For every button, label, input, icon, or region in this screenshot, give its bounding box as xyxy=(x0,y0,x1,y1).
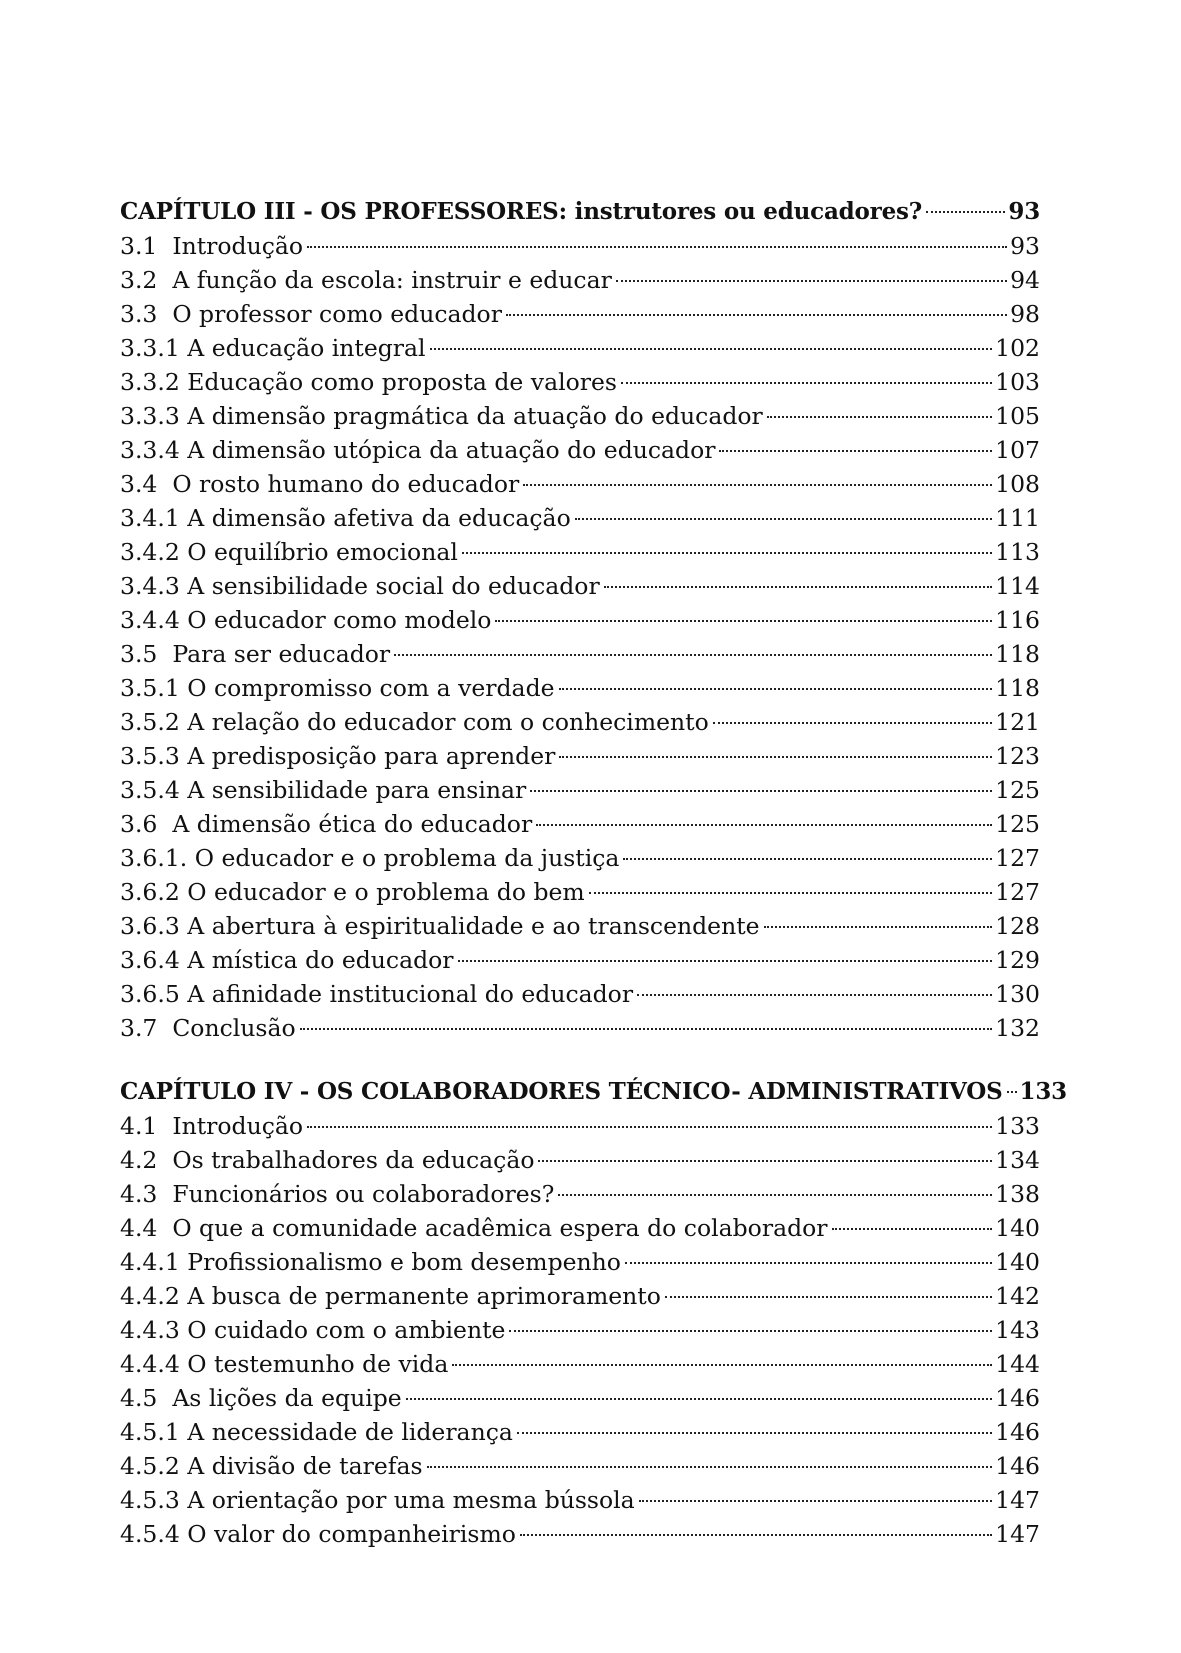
toc-entry[interactable] xyxy=(120,433,1040,467)
chapter-heading[interactable] xyxy=(120,1075,1067,1109)
page-number: 125 xyxy=(995,776,1040,804)
toc-entry[interactable] xyxy=(120,1517,1040,1551)
page-number: 146 xyxy=(995,1452,1040,1480)
dot-leader xyxy=(520,1534,992,1536)
page-number: 128 xyxy=(995,912,1040,940)
toc-entry-title: 3.7 Conclusão xyxy=(120,1014,296,1042)
dot-leader xyxy=(300,1028,993,1030)
dot-leader xyxy=(764,926,993,928)
toc-entry[interactable] xyxy=(120,501,1040,535)
page-number: 130 xyxy=(995,980,1040,1008)
toc-entry[interactable] xyxy=(120,909,1040,943)
toc-entry[interactable] xyxy=(120,1011,1040,1045)
dot-leader xyxy=(637,994,992,996)
page-number: 142 xyxy=(995,1282,1040,1310)
toc-entry[interactable] xyxy=(120,637,1040,671)
page-number: 146 xyxy=(995,1418,1040,1446)
toc-entry-title: 3.1 Introdução xyxy=(120,232,304,260)
toc-entry[interactable] xyxy=(120,1381,1040,1415)
page-number: 138 xyxy=(995,1180,1040,1208)
page-number: 113 xyxy=(995,538,1040,566)
toc-entry[interactable] xyxy=(120,229,1040,263)
toc-entry-title: 3.6.4 A mística do educador xyxy=(120,946,454,974)
page-number: 105 xyxy=(995,402,1040,430)
toc-entry-title: 4.5.3 A orientação por uma mesma bússola xyxy=(120,1486,635,1514)
dot-leader xyxy=(430,348,993,350)
page-number: 111 xyxy=(995,504,1040,532)
toc-entry-title: 3.5 Para ser educador xyxy=(120,640,391,668)
toc-entry[interactable] xyxy=(120,1143,1040,1177)
page-number: 146 xyxy=(995,1384,1040,1412)
page-number: 147 xyxy=(995,1520,1040,1548)
dot-leader xyxy=(523,484,992,486)
chapter-heading[interactable] xyxy=(120,195,1040,229)
chapter-title: CAPÍTULO III - OS PROFESSORES: instrutores ou educadores? xyxy=(120,198,923,225)
page-number: 123 xyxy=(995,742,1040,770)
dot-leader xyxy=(458,960,993,962)
page-number: 133 xyxy=(995,1112,1040,1140)
toc-entry-title: 3.4.1 A dimensão afetiva da educação xyxy=(120,504,571,532)
page-number: 107 xyxy=(995,436,1040,464)
toc-entry-title: 4.5.2 A divisão de tarefas xyxy=(120,1452,423,1480)
toc-entry[interactable] xyxy=(120,773,1040,807)
toc-entry[interactable] xyxy=(120,331,1040,365)
dot-leader xyxy=(427,1466,993,1468)
dot-leader xyxy=(307,246,1007,248)
page-number: 127 xyxy=(995,844,1040,872)
toc-entry-title: 3.4.3 A sensibilidade social do educador xyxy=(120,572,600,600)
chapter-title: CAPÍTULO IV - OS COLABORADORES TÉCNICO- ADMINISTRATIVOS xyxy=(120,1078,1003,1105)
toc-entry[interactable] xyxy=(120,977,1040,1011)
toc-entry[interactable] xyxy=(120,705,1040,739)
toc-entry-title: 3.6.5 A afinidade institucional do educador xyxy=(120,980,634,1008)
toc-entry-title: 3.3 O professor como educador xyxy=(120,300,502,328)
page-number: 140 xyxy=(995,1248,1040,1276)
dot-leader xyxy=(719,450,992,452)
toc-entry-title: 4.4.1 Profissionalismo e bom desempenho xyxy=(120,1248,621,1276)
page-number: 134 xyxy=(995,1146,1040,1174)
toc-entry[interactable] xyxy=(120,1279,1040,1313)
dot-leader xyxy=(623,858,992,860)
dot-leader xyxy=(495,620,992,622)
toc-entry[interactable] xyxy=(120,1415,1040,1449)
dot-leader xyxy=(575,518,992,520)
page-number: 108 xyxy=(995,470,1040,498)
toc-entry[interactable] xyxy=(120,807,1040,841)
toc-entry[interactable] xyxy=(120,365,1040,399)
dot-leader xyxy=(616,280,1007,282)
page-number: 143 xyxy=(995,1316,1040,1344)
toc-entry-title: 4.2 Os trabalhadores da educação xyxy=(120,1146,535,1174)
dot-leader xyxy=(394,654,992,656)
toc-entry-title: 3.5.1 O compromisso com a verdade xyxy=(120,674,555,702)
toc-entry[interactable] xyxy=(120,1177,1040,1211)
page-number: 132 xyxy=(995,1014,1040,1042)
toc-entry-title: 4.4.2 A busca de permanente aprimoramento xyxy=(120,1282,661,1310)
dot-leader xyxy=(832,1228,993,1230)
toc-entry-title: 4.5.1 A necessidade de liderança xyxy=(120,1418,513,1446)
toc-entry-title: 3.3.2 Educação como proposta de valores xyxy=(120,368,617,396)
dot-leader xyxy=(559,688,993,690)
toc-entry[interactable] xyxy=(120,1449,1040,1483)
page-number: 127 xyxy=(995,878,1040,906)
toc-entry-title: 3.6.3 A abertura à espiritualidade e ao transcendente xyxy=(120,912,760,940)
toc-entry-title: 3.3.1 A educação integral xyxy=(120,334,426,362)
dot-leader xyxy=(462,552,992,554)
toc-entry-title: 4.3 Funcionários ou colaboradores? xyxy=(120,1180,555,1208)
toc-entry[interactable] xyxy=(120,875,1040,909)
page-number: 129 xyxy=(995,946,1040,974)
toc-entry-title: 4.5 As lições da equipe xyxy=(120,1384,402,1412)
table-of-contents xyxy=(120,195,1067,1551)
toc-entry-title: 3.6 A dimensão ética do educador xyxy=(120,810,533,838)
page-number: 98 xyxy=(1010,300,1040,328)
dot-leader xyxy=(538,1160,992,1162)
dot-leader xyxy=(452,1364,992,1366)
page-number: 144 xyxy=(995,1350,1040,1378)
toc-entry-title: 4.1 Introdução xyxy=(120,1112,304,1140)
dot-leader xyxy=(767,416,992,418)
dot-leader xyxy=(639,1500,992,1502)
dot-leader xyxy=(536,824,992,826)
dot-leader xyxy=(625,1262,992,1264)
toc-entry-title: 3.4 O rosto humano do educador xyxy=(120,470,520,498)
toc-entry[interactable] xyxy=(120,603,1040,637)
page-number: 103 xyxy=(995,368,1040,396)
toc-entry-title: 3.4.2 O equilíbrio emocional xyxy=(120,538,458,566)
toc-entry[interactable] xyxy=(120,399,1040,433)
dot-leader xyxy=(506,314,1007,316)
toc-entry[interactable] xyxy=(120,1245,1040,1279)
page-number: 147 xyxy=(995,1486,1040,1514)
toc-entry-title: 4.5.4 O valor do companheirismo xyxy=(120,1520,516,1548)
toc-entry[interactable] xyxy=(120,1109,1040,1143)
toc-entry-title: 3.3.3 A dimensão pragmática da atuação do educador xyxy=(120,402,763,430)
toc-entry[interactable] xyxy=(120,1313,1040,1347)
toc-entry[interactable] xyxy=(120,569,1040,603)
toc-entry[interactable] xyxy=(120,263,1040,297)
page-number: 102 xyxy=(995,334,1040,362)
toc-entry[interactable] xyxy=(120,1211,1040,1245)
toc-entry[interactable] xyxy=(120,739,1040,773)
page-number: 93 xyxy=(1010,232,1040,260)
dot-leader xyxy=(406,1398,992,1400)
dot-leader xyxy=(517,1432,992,1434)
dot-leader xyxy=(926,211,1005,213)
toc-entry-title: 3.5.4 A sensibilidade para ensinar xyxy=(120,776,527,804)
toc-entry-title: 4.4.3 O cuidado com o ambiente xyxy=(120,1316,506,1344)
toc-entry-title: 3.2 A função da escola: instruir e educar xyxy=(120,266,612,294)
dot-leader xyxy=(530,790,992,792)
toc-entry[interactable] xyxy=(120,297,1040,331)
dot-leader xyxy=(558,1194,992,1196)
toc-entry-title: 3.6.2 O educador e o problema do bem xyxy=(120,878,585,906)
dot-leader xyxy=(509,1330,992,1332)
page-number: 133 xyxy=(1019,1078,1067,1105)
toc-entry[interactable] xyxy=(120,841,1040,875)
toc-entry[interactable] xyxy=(120,1483,1040,1517)
toc-entry-title: 4.4.4 O testemunho de vida xyxy=(120,1350,449,1378)
page-number: 93 xyxy=(1008,198,1040,225)
toc-chapter-section xyxy=(120,1075,1067,1551)
toc-entry[interactable] xyxy=(120,943,1040,977)
dot-leader xyxy=(559,756,992,758)
dot-leader xyxy=(307,1126,992,1128)
page-number: 116 xyxy=(995,606,1040,634)
page-number: 94 xyxy=(1010,266,1040,294)
page-number: 121 xyxy=(995,708,1040,736)
dot-leader xyxy=(713,722,992,724)
dot-leader xyxy=(665,1296,992,1298)
toc-entry-title: 3.3.4 A dimensão utópica da atuação do educador xyxy=(120,436,716,464)
page-number: 118 xyxy=(995,640,1040,668)
dot-leader xyxy=(1007,1091,1017,1093)
toc-entry[interactable] xyxy=(120,1347,1040,1381)
toc-entry[interactable] xyxy=(120,671,1040,705)
toc-entry-title: 3.5.3 A predisposição para aprender xyxy=(120,742,556,770)
page-number: 114 xyxy=(995,572,1040,600)
page-number: 118 xyxy=(995,674,1040,702)
page-number: 140 xyxy=(995,1214,1040,1242)
toc-entry-title: 4.4 O que a comunidade acadêmica espera do colaborador xyxy=(120,1214,828,1242)
dot-leader xyxy=(589,892,992,894)
dot-leader xyxy=(604,586,992,588)
toc-chapter-section xyxy=(120,195,1040,1045)
toc-entry-title: 3.5.2 A relação do educador com o conhecimento xyxy=(120,708,709,736)
page-number: 125 xyxy=(995,810,1040,838)
toc-entry-title: 3.6.1. O educador e o problema da justiça xyxy=(120,844,620,872)
toc-entry-title: 3.4.4 O educador como modelo xyxy=(120,606,492,634)
toc-entry[interactable] xyxy=(120,535,1040,569)
toc-entry[interactable] xyxy=(120,467,1040,501)
dot-leader xyxy=(621,382,992,384)
